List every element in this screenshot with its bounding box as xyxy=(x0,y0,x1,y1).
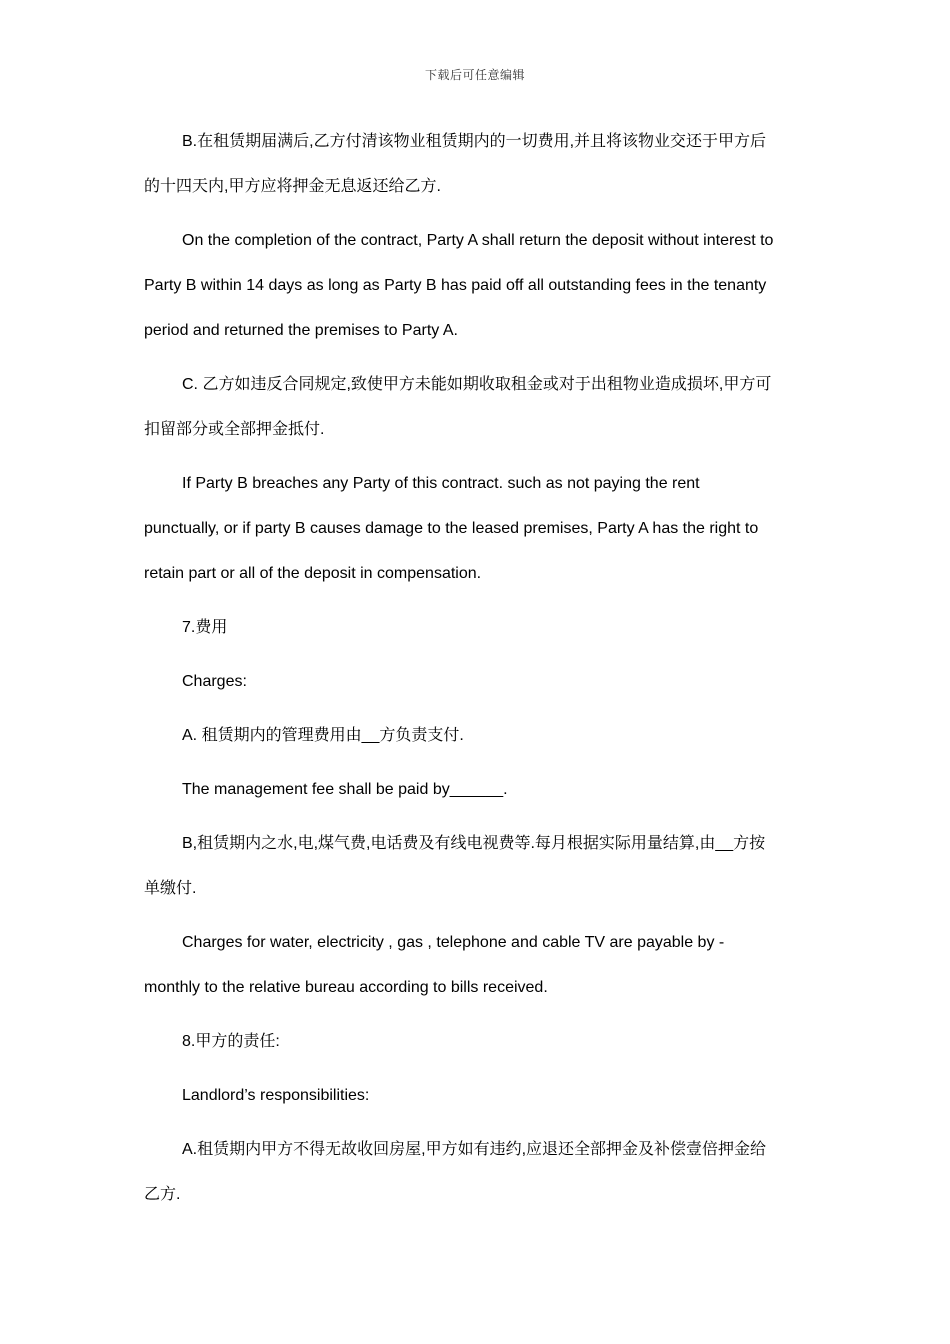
paragraph-b-utilities-zh xyxy=(144,821,808,911)
paragraph-line: Charges: xyxy=(182,673,247,690)
paragraph-line: retain part or all of the deposit in compensation. xyxy=(144,565,482,582)
section-heading-8-en xyxy=(144,1073,808,1118)
paragraph-line: A. 租赁期内的管理费用由__方负责支付. xyxy=(182,727,464,744)
paragraph-line: The management fee shall be paid by______. xyxy=(182,781,508,798)
paragraph-line: 7.费用 xyxy=(182,619,228,636)
section-heading-7-en xyxy=(144,659,808,704)
paragraph-c-deposit-retain-zh xyxy=(144,362,808,452)
paragraph-b-deposit-return-zh xyxy=(144,119,808,209)
paragraph-line: 乙方. xyxy=(144,1186,181,1203)
paragraph-a-landlord-zh xyxy=(144,1127,808,1217)
paragraph-c-deposit-retain-en xyxy=(144,461,808,596)
paragraph-line: B,租赁期内之水,电,煤气费,电话费及有线电视费等.每月根据实际用量结算,由__方按 xyxy=(182,835,766,852)
section-heading-8-zh xyxy=(144,1019,808,1064)
paragraph-line: A.租赁期内甲方不得无故收回房屋,甲方如有违约,应退还全部押金及补偿壹倍押金给 xyxy=(182,1141,767,1158)
paragraph-line: B.在租赁期届满后,乙方付清该物业租赁期内的一切费用,并且将该物业交还于甲方后 xyxy=(182,133,767,150)
paragraph-line: Party B within 14 days as long as Party B has paid off all outstanding fees in the tenanty xyxy=(144,277,767,294)
paragraph-a-management-fee-zh xyxy=(144,713,808,758)
paragraph-line: 8.甲方的责任: xyxy=(182,1033,280,1050)
paragraph-line: On the completion of the contract, Party A shall return the deposit without interest to xyxy=(182,232,774,249)
paragraph-b-deposit-return-en xyxy=(144,218,808,353)
paragraph-a-management-fee-en xyxy=(144,767,808,812)
paragraph-b-utilities-en xyxy=(144,920,808,1010)
paragraph-line: period and returned the premises to Party A. xyxy=(144,322,458,339)
paragraph-line: 单缴付. xyxy=(144,880,197,897)
section-heading-7-zh xyxy=(144,605,808,650)
paragraph-line: If Party B breaches any Party of this contract. such as not paying the rent xyxy=(182,475,700,492)
page-header: 下载后可任意编辑 xyxy=(424,68,525,82)
paragraph-line: 扣留部分或全部押金抵付. xyxy=(144,421,325,438)
document-body xyxy=(144,119,808,1226)
paragraph-line: Landlord’s responsibilities: xyxy=(182,1087,370,1104)
paragraph-line: C. 乙方如违反合同规定,致使甲方未能如期收取租金或对于出租物业造成损坏,甲方可 xyxy=(182,376,772,393)
paragraph-line: monthly to the relative bureau according to bills received. xyxy=(144,979,548,996)
paragraph-line: punctually, or if party B causes damage to the leased premises, Party A has the right to xyxy=(144,520,759,537)
paragraph-line: Charges for water, electricity , gas , telephone and cable TV are payable by - xyxy=(182,934,725,951)
paragraph-line: 的十四天内,甲方应将押金无息返还给乙方. xyxy=(144,178,441,195)
